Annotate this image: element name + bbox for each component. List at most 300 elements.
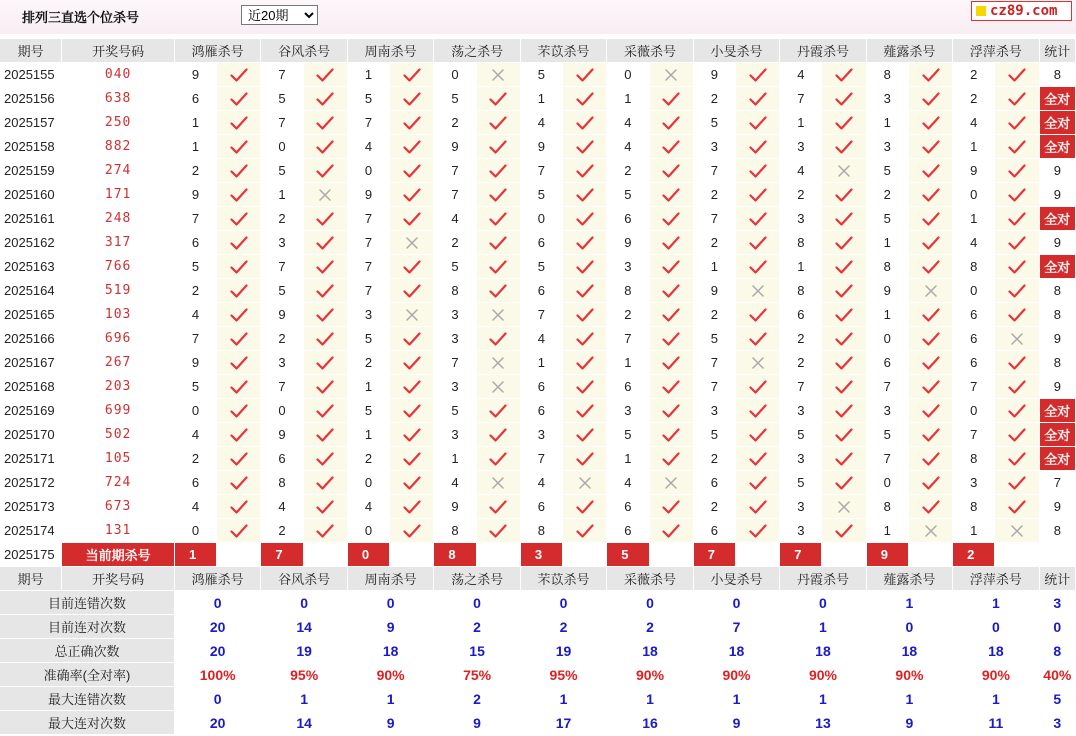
history-row: [0, 303, 1076, 327]
check-icon: [403, 164, 421, 178]
hit-mark: [390, 135, 434, 159]
check-icon: [576, 140, 594, 154]
stats-value: 2: [521, 615, 607, 639]
kill-number: 8: [867, 63, 909, 87]
kill-number: 5: [348, 399, 390, 423]
check-icon: [403, 116, 421, 130]
hit-mark: [995, 447, 1039, 471]
check-icon: [576, 188, 594, 202]
hit-mark: [736, 471, 780, 495]
hit-mark: [304, 351, 348, 375]
check-icon: [403, 524, 421, 538]
stats-value: 20: [175, 711, 261, 735]
cross-icon: [491, 356, 505, 370]
stat-cell: 9: [1040, 231, 1076, 255]
kill-number: 3: [261, 351, 303, 375]
hit-mark: [736, 303, 780, 327]
hit-mark: [650, 111, 694, 135]
kill-number: 7: [261, 63, 303, 87]
kill-number: 8: [953, 447, 995, 471]
issue-cell: 2025157: [0, 111, 62, 135]
stat-cell: 全对: [1040, 447, 1076, 471]
kill-number: 4: [175, 423, 217, 447]
check-icon: [316, 260, 334, 274]
check-icon: [403, 380, 421, 394]
history-row: [0, 279, 1076, 303]
kill-number: 6: [607, 375, 649, 399]
hit-mark: [995, 495, 1039, 519]
stats-value: 0: [434, 591, 520, 615]
kill-number: 8: [867, 495, 909, 519]
hit-mark: [909, 63, 953, 87]
check-icon: [1008, 476, 1026, 490]
check-icon: [1008, 380, 1026, 394]
kill-number: 1: [694, 255, 736, 279]
check-icon: [749, 260, 767, 274]
header-expert: 芣苡杀号: [521, 39, 607, 63]
check-icon: [1008, 356, 1026, 370]
check-icon: [403, 260, 421, 274]
kill-number: 7: [434, 159, 476, 183]
issue-cell: 2025172: [0, 471, 62, 495]
stat-cell: 全对: [1040, 423, 1076, 447]
check-icon: [403, 404, 421, 418]
cross-icon: [664, 68, 678, 82]
check-icon: [835, 308, 853, 322]
kill-number: 7: [694, 351, 736, 375]
stats-row: [0, 711, 1076, 735]
hit-mark: [477, 207, 521, 231]
kill-number: 7: [694, 375, 736, 399]
check-icon: [230, 68, 248, 82]
hit-mark: [477, 87, 521, 111]
stats-value: 90%: [694, 663, 780, 687]
current-label: 当前期杀号: [62, 543, 175, 567]
kill-number: 8: [780, 231, 822, 255]
header-expert: 周南杀号: [348, 567, 434, 591]
kill-number: 3: [521, 423, 563, 447]
check-icon: [1008, 404, 1026, 418]
history-row: [0, 327, 1076, 351]
check-icon: [403, 476, 421, 490]
cross-icon: [751, 284, 765, 298]
header-expert: 芣苡杀号: [521, 567, 607, 591]
hit-mark: [217, 63, 261, 87]
check-icon: [489, 524, 507, 538]
header-expert: 薤露杀号: [867, 567, 953, 591]
hit-mark: [995, 183, 1039, 207]
stat-cell: 8: [1040, 519, 1076, 543]
kill-number: 0: [175, 519, 217, 543]
history-row: [0, 159, 1076, 183]
kill-number: 3: [434, 423, 476, 447]
hit-mark: [822, 183, 866, 207]
kill-number: 3: [867, 135, 909, 159]
kill-number: 2: [953, 63, 995, 87]
kill-number: 7: [607, 327, 649, 351]
miss-mark: [995, 327, 1039, 351]
check-icon: [316, 140, 334, 154]
check-icon: [576, 524, 594, 538]
kill-number: 2: [694, 87, 736, 111]
hit-mark: [217, 111, 261, 135]
hit-mark: [563, 183, 607, 207]
check-icon: [662, 212, 680, 226]
hit-mark: [995, 159, 1039, 183]
header-row: [0, 39, 1076, 63]
kill-number: 6: [175, 471, 217, 495]
hit-mark: [736, 183, 780, 207]
hit-mark: [822, 519, 866, 543]
current-blank: [563, 543, 607, 567]
miss-mark: [477, 303, 521, 327]
stat-cell: 8: [1040, 351, 1076, 375]
kill-number: 0: [953, 399, 995, 423]
kill-number: 7: [348, 207, 390, 231]
kill-number: 4: [607, 111, 649, 135]
hit-mark: [304, 327, 348, 351]
header-stat: 统计: [1040, 567, 1076, 591]
hit-mark: [217, 423, 261, 447]
stats-value: 0: [175, 591, 261, 615]
check-icon: [1008, 428, 1026, 442]
kill-number: 6: [175, 87, 217, 111]
check-icon: [835, 356, 853, 370]
history-row: [0, 111, 1076, 135]
cross-icon: [405, 236, 419, 250]
check-icon: [576, 356, 594, 370]
stats-value: 20: [175, 615, 261, 639]
hit-mark: [477, 111, 521, 135]
check-icon: [576, 116, 594, 130]
issue-cell: 2025171: [0, 447, 62, 471]
hit-mark: [736, 399, 780, 423]
kill-number: 0: [953, 183, 995, 207]
hit-mark: [477, 495, 521, 519]
miss-mark: [477, 63, 521, 87]
check-icon: [922, 500, 940, 514]
hit-mark: [390, 159, 434, 183]
hit-mark: [304, 135, 348, 159]
check-icon: [576, 428, 594, 442]
check-icon: [922, 428, 940, 442]
hit-mark: [995, 63, 1039, 87]
check-icon: [749, 68, 767, 82]
kill-number: 1: [953, 519, 995, 543]
hit-mark: [477, 399, 521, 423]
check-icon: [230, 332, 248, 346]
hit-mark: [650, 447, 694, 471]
check-icon: [489, 284, 507, 298]
check-icon: [576, 260, 594, 274]
check-icon: [316, 308, 334, 322]
issue-cell: 2025164: [0, 279, 62, 303]
hit-mark: [822, 135, 866, 159]
hit-mark: [477, 159, 521, 183]
stats-value: 20: [175, 639, 261, 663]
kill-number: 9: [694, 279, 736, 303]
hit-mark: [650, 375, 694, 399]
kill-number: 6: [261, 447, 303, 471]
hit-mark: [995, 423, 1039, 447]
issue-cell: 2025155: [0, 63, 62, 87]
hit-mark: [563, 111, 607, 135]
history-row: [0, 255, 1076, 279]
kill-number: 2: [175, 279, 217, 303]
hit-mark: [736, 447, 780, 471]
check-icon: [749, 164, 767, 178]
hit-mark: [477, 279, 521, 303]
check-icon: [922, 212, 940, 226]
history-row: [0, 231, 1076, 255]
kill-number: 1: [867, 111, 909, 135]
miss-mark: [390, 231, 434, 255]
hit-mark: [822, 375, 866, 399]
kill-number: 5: [780, 423, 822, 447]
kill-number: 5: [867, 207, 909, 231]
hit-mark: [217, 375, 261, 399]
check-icon: [922, 116, 940, 130]
kill-number: 4: [434, 471, 476, 495]
check-icon: [489, 188, 507, 202]
miss-mark: [995, 519, 1039, 543]
cross-icon: [578, 476, 592, 490]
cross-icon: [664, 476, 678, 490]
kill-number: 9: [175, 63, 217, 87]
kill-number: 8: [434, 279, 476, 303]
hit-mark: [822, 399, 866, 423]
check-icon: [1008, 260, 1026, 274]
kill-number: 7: [348, 111, 390, 135]
hit-mark: [909, 423, 953, 447]
kill-number: 3: [780, 207, 822, 231]
hit-mark: [736, 231, 780, 255]
kill-number: 1: [867, 519, 909, 543]
header-expert: 丹霞杀号: [780, 39, 866, 63]
draw-number: 203: [62, 375, 175, 399]
period-select[interactable]: [241, 5, 318, 25]
stats-value: 18: [348, 639, 434, 663]
stat-cell: 全对: [1040, 399, 1076, 423]
kill-number: 1: [521, 351, 563, 375]
hit-mark: [563, 447, 607, 471]
check-icon: [230, 236, 248, 250]
history-row: [0, 399, 1076, 423]
hit-mark: [304, 519, 348, 543]
check-icon: [1008, 452, 1026, 466]
miss-mark: [477, 351, 521, 375]
check-icon: [230, 452, 248, 466]
draw-number: 766: [62, 255, 175, 279]
kill-number: 7: [175, 327, 217, 351]
miss-mark: [822, 495, 866, 519]
hit-mark: [563, 423, 607, 447]
check-icon: [316, 404, 334, 418]
kill-number: 3: [780, 495, 822, 519]
check-icon: [230, 212, 248, 226]
hit-mark: [736, 87, 780, 111]
stats-value: 18: [780, 639, 866, 663]
kill-number: 5: [867, 423, 909, 447]
kill-number: 6: [953, 351, 995, 375]
hit-mark: [390, 351, 434, 375]
hit-mark: [909, 399, 953, 423]
check-icon: [749, 452, 767, 466]
hit-mark: [563, 231, 607, 255]
history-row: [0, 183, 1076, 207]
hit-mark: [909, 159, 953, 183]
hit-mark: [909, 255, 953, 279]
draw-number: 673: [62, 495, 175, 519]
kill-number: 8: [780, 279, 822, 303]
check-icon: [922, 260, 940, 274]
check-icon: [922, 308, 940, 322]
kill-number: 7: [953, 423, 995, 447]
check-icon: [835, 452, 853, 466]
check-icon: [576, 404, 594, 418]
check-icon: [316, 92, 334, 106]
hit-mark: [736, 63, 780, 87]
history-row: [0, 495, 1076, 519]
header-expert: 周南杀号: [348, 39, 434, 63]
draw-number: 502: [62, 423, 175, 447]
kill-number: 9: [348, 183, 390, 207]
hit-mark: [304, 471, 348, 495]
hit-mark: [304, 447, 348, 471]
issue-cell: 2025169: [0, 399, 62, 423]
check-icon: [749, 188, 767, 202]
kill-number: 5: [434, 399, 476, 423]
check-icon: [230, 260, 248, 274]
hit-mark: [909, 303, 953, 327]
check-icon: [403, 428, 421, 442]
issue-cell: 2025163: [0, 255, 62, 279]
stats-value: 14: [261, 711, 347, 735]
header-expert: 浮萍杀号: [953, 39, 1039, 63]
kill-number: 7: [694, 207, 736, 231]
kill-number: 4: [521, 327, 563, 351]
hit-mark: [390, 207, 434, 231]
kill-number: 2: [175, 447, 217, 471]
draw-number: 267: [62, 351, 175, 375]
hit-mark: [995, 279, 1039, 303]
issue-cell: 2025160: [0, 183, 62, 207]
miss-mark: [477, 375, 521, 399]
kill-number: 0: [607, 63, 649, 87]
check-icon: [662, 404, 680, 418]
kill-number: 6: [521, 399, 563, 423]
miss-mark: [477, 471, 521, 495]
check-icon: [576, 452, 594, 466]
hit-mark: [477, 327, 521, 351]
check-icon: [922, 452, 940, 466]
kill-number: 2: [434, 111, 476, 135]
check-icon: [922, 380, 940, 394]
stats-value: 0: [953, 615, 1039, 639]
stats-value: 1: [953, 591, 1039, 615]
site-logo[interactable]: [971, 1, 1072, 21]
kill-number: 2: [607, 159, 649, 183]
kill-number: 0: [434, 63, 476, 87]
hit-mark: [390, 183, 434, 207]
check-icon: [576, 212, 594, 226]
hit-mark: [650, 303, 694, 327]
check-icon: [662, 500, 680, 514]
hit-mark: [909, 183, 953, 207]
check-icon: [835, 476, 853, 490]
hit-mark: [390, 519, 434, 543]
current-blank: [995, 543, 1039, 567]
stats-value: 90%: [953, 663, 1039, 687]
kill-number: 1: [953, 135, 995, 159]
check-icon: [316, 212, 334, 226]
issue-cell: 2025170: [0, 423, 62, 447]
hit-mark: [217, 495, 261, 519]
miss-mark: [650, 471, 694, 495]
hit-mark: [390, 399, 434, 423]
hit-mark: [563, 135, 607, 159]
history-row: [0, 423, 1076, 447]
kill-number: 2: [694, 495, 736, 519]
hit-mark: [390, 447, 434, 471]
logo-square-icon: [976, 6, 986, 16]
check-icon: [749, 428, 767, 442]
current-blank: [477, 543, 521, 567]
draw-number: 724: [62, 471, 175, 495]
issue-cell: 2025161: [0, 207, 62, 231]
stats-value: 18: [607, 639, 693, 663]
current-blank: [304, 543, 348, 567]
draw-number: 248: [62, 207, 175, 231]
hit-mark: [563, 495, 607, 519]
check-icon: [749, 116, 767, 130]
hit-mark: [304, 255, 348, 279]
logo-text: cz89.com: [990, 3, 1058, 19]
hit-mark: [217, 255, 261, 279]
hit-mark: [304, 207, 348, 231]
header-expert: 浮萍杀号: [953, 567, 1039, 591]
kill-number: 7: [434, 351, 476, 375]
hit-mark: [304, 303, 348, 327]
stats-value: 90%: [607, 663, 693, 687]
kill-number: 7: [867, 375, 909, 399]
header-expert: 采薇杀号: [607, 567, 693, 591]
kill-number: 4: [521, 471, 563, 495]
stats-value: 0: [348, 591, 434, 615]
hit-mark: [304, 375, 348, 399]
issue-cell: 2025165: [0, 303, 62, 327]
check-icon: [403, 332, 421, 346]
draw-number: 274: [62, 159, 175, 183]
stats-value: 17: [521, 711, 607, 735]
stats-value: 1: [348, 687, 434, 711]
history-row: [0, 447, 1076, 471]
kill-number: 5: [261, 279, 303, 303]
check-icon: [576, 284, 594, 298]
check-icon: [489, 260, 507, 274]
hit-mark: [822, 207, 866, 231]
hit-mark: [390, 87, 434, 111]
kill-number: 4: [348, 495, 390, 519]
current-kill-number: 0: [348, 543, 390, 567]
hit-mark: [650, 135, 694, 159]
issue-cell: 2025156: [0, 87, 62, 111]
stats-value: 1: [261, 687, 347, 711]
kill-number: 3: [434, 303, 476, 327]
miss-mark: [736, 279, 780, 303]
header-expert: 丹霞杀号: [780, 567, 866, 591]
hit-mark: [217, 399, 261, 423]
